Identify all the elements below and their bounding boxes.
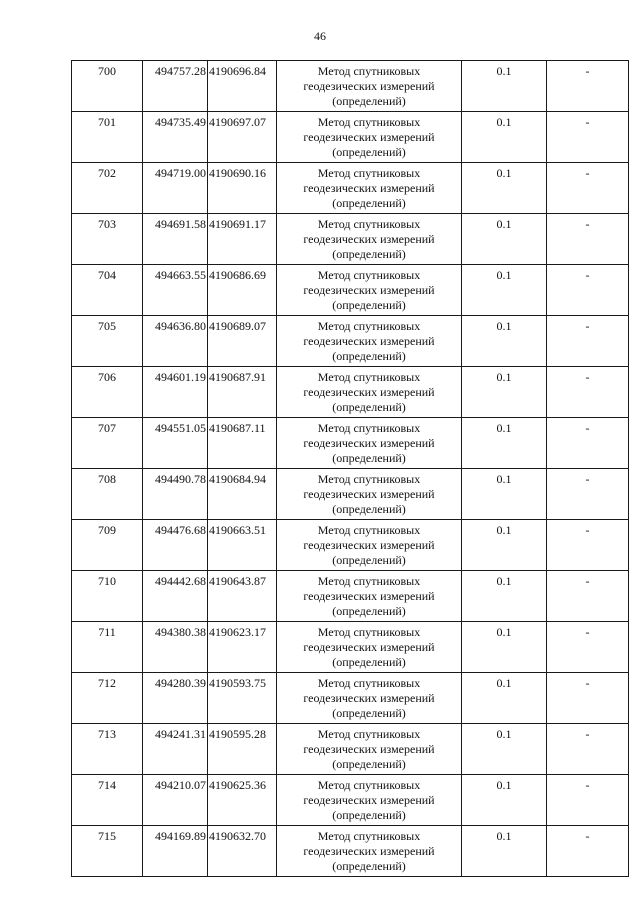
x-coordinate-cell: 494757.28 [143, 61, 208, 112]
accuracy-cell: 0.1 [462, 214, 547, 265]
point-number-cell: 700 [72, 61, 143, 112]
method-cell [277, 265, 462, 316]
note-cell: - [547, 316, 629, 367]
accuracy-cell: 0.1 [462, 367, 547, 418]
method-line: Метод спутниковых [317, 268, 421, 282]
method-line: геодезических измерений [303, 283, 435, 297]
note-cell: - [547, 673, 629, 724]
method-line: (определений) [332, 94, 406, 108]
method-line: (определений) [332, 247, 406, 261]
point-number-cell: 710 [72, 571, 143, 622]
table-row [72, 469, 629, 520]
method-line: геодезических измерений [303, 487, 435, 501]
table-row [72, 367, 629, 418]
x-coordinate-cell: 494735.49 [143, 112, 208, 163]
method-cell [277, 214, 462, 265]
table-row [72, 775, 629, 826]
note-cell: - [547, 61, 629, 112]
method-line: геодезических измерений [303, 844, 435, 858]
method-cell [277, 112, 462, 163]
method-cell [277, 520, 462, 571]
method-line: геодезических измерений [303, 691, 435, 705]
method-line: геодезических измерений [303, 232, 435, 246]
x-coordinate-cell: 494210.07 [143, 775, 208, 826]
method-cell [277, 469, 462, 520]
point-number-cell: 708 [72, 469, 143, 520]
point-number-cell: 714 [72, 775, 143, 826]
method-line: (определений) [332, 196, 406, 210]
method-line: Метод спутниковых [317, 778, 421, 792]
x-coordinate-cell: 494380.38 [143, 622, 208, 673]
method-line: Метод спутниковых [317, 370, 421, 384]
method-cell [277, 61, 462, 112]
table-row [72, 265, 629, 316]
x-coordinate-cell: 494280.39 [143, 673, 208, 724]
y-coordinate-cell: 4190663.51 [208, 520, 277, 571]
table-row [72, 622, 629, 673]
method-line: Метод спутниковых [317, 676, 421, 690]
method-line: Метод спутниковых [317, 829, 421, 843]
method-line: Метод спутниковых [317, 625, 421, 639]
method-line: (определений) [332, 349, 406, 363]
x-coordinate-cell: 494490.78 [143, 469, 208, 520]
y-coordinate-cell: 4190684.94 [208, 469, 277, 520]
method-line: (определений) [332, 298, 406, 312]
table-row [72, 673, 629, 724]
page-number: 46 [314, 29, 326, 43]
method-line: (определений) [332, 400, 406, 414]
table-row [72, 571, 629, 622]
method-line: (определений) [332, 655, 406, 669]
method-line: геодезических измерений [303, 589, 435, 603]
table-row [72, 724, 629, 775]
note-cell: - [547, 418, 629, 469]
method-line: геодезических измерений [303, 538, 435, 552]
method-line: геодезических измерений [303, 640, 435, 654]
method-line: геодезических измерений [303, 436, 435, 450]
table-row [72, 418, 629, 469]
accuracy-cell: 0.1 [462, 61, 547, 112]
method-line: Метод спутниковых [317, 421, 421, 435]
method-cell [277, 316, 462, 367]
method-line: (определений) [332, 859, 406, 873]
point-number-cell: 715 [72, 826, 143, 877]
method-line: (определений) [332, 757, 406, 771]
y-coordinate-cell: 4190595.28 [208, 724, 277, 775]
y-coordinate-cell: 4190696.84 [208, 61, 277, 112]
note-cell: - [547, 163, 629, 214]
coordinates-table-body [72, 61, 629, 877]
point-number-cell: 707 [72, 418, 143, 469]
x-coordinate-cell: 494636.80 [143, 316, 208, 367]
method-cell [277, 418, 462, 469]
note-cell: - [547, 571, 629, 622]
note-cell: - [547, 112, 629, 163]
method-line: (определений) [332, 553, 406, 567]
coordinates-table [71, 60, 629, 877]
method-cell [277, 163, 462, 214]
note-cell: - [547, 367, 629, 418]
method-line: (определений) [332, 145, 406, 159]
point-number-cell: 706 [72, 367, 143, 418]
table-row [72, 61, 629, 112]
method-line: (определений) [332, 604, 406, 618]
point-number-cell: 709 [72, 520, 143, 571]
method-line: (определений) [332, 451, 406, 465]
point-number-cell: 713 [72, 724, 143, 775]
point-number-cell: 704 [72, 265, 143, 316]
accuracy-cell: 0.1 [462, 724, 547, 775]
table-row [72, 520, 629, 571]
method-line: Метод спутниковых [317, 115, 421, 129]
accuracy-cell: 0.1 [462, 775, 547, 826]
method-line: (определений) [332, 502, 406, 516]
accuracy-cell: 0.1 [462, 520, 547, 571]
accuracy-cell: 0.1 [462, 316, 547, 367]
accuracy-cell: 0.1 [462, 571, 547, 622]
accuracy-cell: 0.1 [462, 469, 547, 520]
x-coordinate-cell: 494551.05 [143, 418, 208, 469]
point-number-cell: 712 [72, 673, 143, 724]
accuracy-cell: 0.1 [462, 163, 547, 214]
method-cell [277, 571, 462, 622]
y-coordinate-cell: 4190625.36 [208, 775, 277, 826]
accuracy-cell: 0.1 [462, 265, 547, 316]
method-cell [277, 724, 462, 775]
method-line: геодезических измерений [303, 79, 435, 93]
y-coordinate-cell: 4190643.87 [208, 571, 277, 622]
method-line: геодезических измерений [303, 181, 435, 195]
accuracy-cell: 0.1 [462, 826, 547, 877]
method-line: (определений) [332, 808, 406, 822]
y-coordinate-cell: 4190687.91 [208, 367, 277, 418]
method-cell [277, 622, 462, 673]
method-line: геодезических измерений [303, 385, 435, 399]
y-coordinate-cell: 4190697.07 [208, 112, 277, 163]
method-line: Метод спутниковых [317, 727, 421, 741]
y-coordinate-cell: 4190623.17 [208, 622, 277, 673]
method-line: Метод спутниковых [317, 574, 421, 588]
table-row [72, 316, 629, 367]
table-row [72, 214, 629, 265]
method-line: Метод спутниковых [317, 64, 421, 78]
point-number-cell: 711 [72, 622, 143, 673]
method-line: Метод спутниковых [317, 217, 421, 231]
x-coordinate-cell: 494663.55 [143, 265, 208, 316]
accuracy-cell: 0.1 [462, 622, 547, 673]
method-line: геодезических измерений [303, 130, 435, 144]
accuracy-cell: 0.1 [462, 112, 547, 163]
y-coordinate-cell: 4190689.07 [208, 316, 277, 367]
method-cell [277, 673, 462, 724]
note-cell: - [547, 724, 629, 775]
y-coordinate-cell: 4190686.69 [208, 265, 277, 316]
note-cell: - [547, 520, 629, 571]
y-coordinate-cell: 4190690.16 [208, 163, 277, 214]
note-cell: - [547, 265, 629, 316]
y-coordinate-cell: 4190691.17 [208, 214, 277, 265]
point-number-cell: 705 [72, 316, 143, 367]
method-line: Метод спутниковых [317, 523, 421, 537]
accuracy-cell: 0.1 [462, 673, 547, 724]
x-coordinate-cell: 494691.58 [143, 214, 208, 265]
point-number-cell: 701 [72, 112, 143, 163]
method-cell [277, 826, 462, 877]
x-coordinate-cell: 494476.68 [143, 520, 208, 571]
method-line: геодезических измерений [303, 793, 435, 807]
note-cell: - [547, 214, 629, 265]
point-number-cell: 702 [72, 163, 143, 214]
table-row [72, 826, 629, 877]
y-coordinate-cell: 4190632.70 [208, 826, 277, 877]
x-coordinate-cell: 494169.89 [143, 826, 208, 877]
method-cell [277, 367, 462, 418]
x-coordinate-cell: 494442.68 [143, 571, 208, 622]
method-line: геодезических измерений [303, 742, 435, 756]
table-row [72, 112, 629, 163]
method-line: (определений) [332, 706, 406, 720]
y-coordinate-cell: 4190687.11 [208, 418, 277, 469]
y-coordinate-cell: 4190593.75 [208, 673, 277, 724]
x-coordinate-cell: 494241.31 [143, 724, 208, 775]
note-cell: - [547, 826, 629, 877]
note-cell: - [547, 469, 629, 520]
method-line: Метод спутниковых [317, 319, 421, 333]
note-cell: - [547, 775, 629, 826]
note-cell: - [547, 622, 629, 673]
method-line: Метод спутниковых [317, 166, 421, 180]
method-line: Метод спутниковых [317, 472, 421, 486]
x-coordinate-cell: 494719.00 [143, 163, 208, 214]
point-number-cell: 703 [72, 214, 143, 265]
table-row [72, 163, 629, 214]
method-line: геодезических измерений [303, 334, 435, 348]
accuracy-cell: 0.1 [462, 418, 547, 469]
method-cell [277, 775, 462, 826]
x-coordinate-cell: 494601.19 [143, 367, 208, 418]
